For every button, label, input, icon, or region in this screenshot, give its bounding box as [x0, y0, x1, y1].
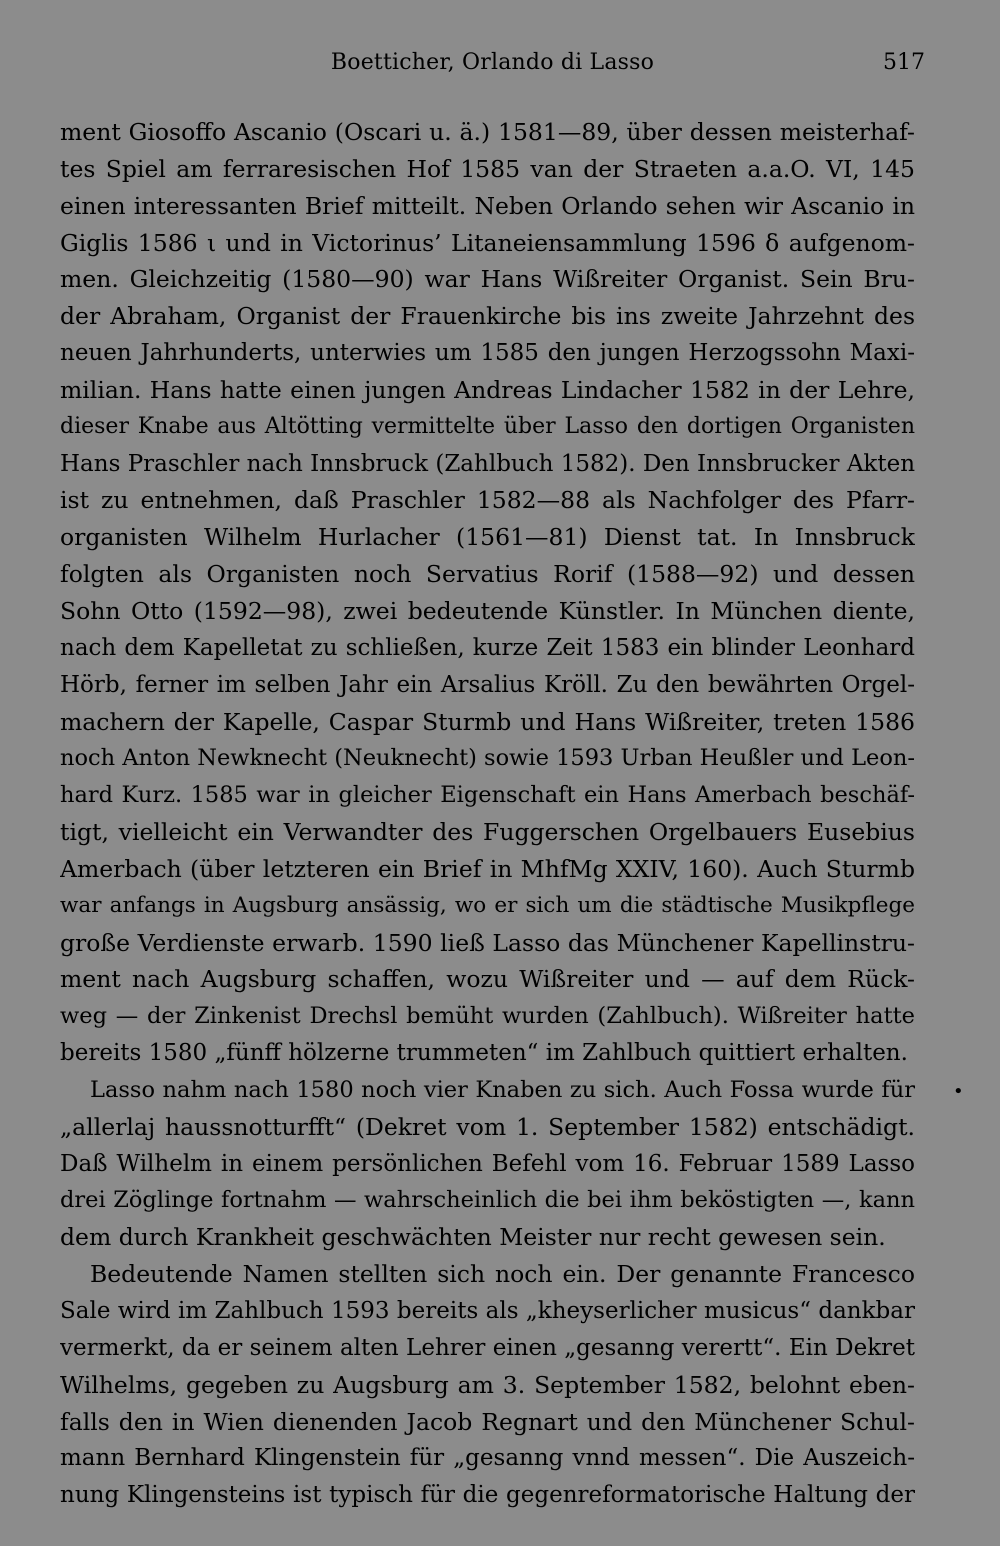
text-line: ment nach Augsburg schaffen, wozu Wißreiter und — auf dem Rück-	[60, 965, 915, 994]
text-line: ist zu entnehmen, daß Praschler 1582—88 als Nachfolger des Pfarr-	[60, 486, 915, 515]
running-head-title: Boetticher, Orlando di Lasso	[330, 50, 655, 75]
text-line: machern der Kapelle, Caspar Sturmb und Hans Wißreiter, treten 1586	[60, 707, 915, 736]
running-head	[60, 50, 925, 90]
text-line: bereits 1580 „fünff hölzerne trummeten“ im Zahlbuch quittiert erhalten.	[60, 1040, 908, 1067]
text-line: war anfangs in Augsburg ansässig, wo er sich um die städtische Musikpflege	[60, 892, 915, 918]
text-line: tigt, vielleicht ein Verwandter des Fuggerschen Orgelbauers Eusebius	[60, 818, 915, 847]
text-line: dieser Knabe aus Altötting vermittelte über Lasso den dortigen Organisten	[60, 413, 915, 439]
page-number: 517	[883, 50, 925, 75]
text-line: Sale wird im Zahlbuch 1593 bereits als „kheyserlicher musicus“ dankbar	[60, 1298, 915, 1324]
text-line: weg — der Zinkenist Drechsl bemüht wurden (Zahlbuch). Wißreiter hatte	[60, 1003, 915, 1030]
text-line: hard Kurz. 1585 war in gleicher Eigenschaft ein Hans Amerbach beschäf-	[60, 782, 915, 809]
text-line: „allerlaj haussnotturfft“ (Dekret vom 1. September 1582) entschädigt.	[60, 1112, 915, 1141]
text-line: Daß Wilhelm in einem persönlichen Befehl vom 16. Februar 1589 Lasso	[60, 1150, 915, 1177]
text-line: Bedeutende Namen stellten sich noch ein. Der genannte Francesco	[90, 1260, 915, 1289]
text-line: tes Spiel am ferraresischen Hof 1585 van der Straeten a.a.O. VI, 145	[60, 154, 915, 183]
text-line: Giglis 1586 ι und in Victorinus’ Litaneiensammlung 1596 δ aufgenom-	[60, 228, 915, 257]
text-line: Sohn Otto (1592—98), zwei bedeutende Künstler. In München diente,	[60, 596, 915, 625]
text-line: men. Gleichzeitig (1580—90) war Hans Wißreiter Organist. Sein Bru-	[60, 265, 915, 294]
text-line: mann Bernhard Klingenstein für „gesanng vnnd messen“. Die Auszeich-	[60, 1445, 915, 1472]
text-line: einen interessanten Brief mitteilt. Neben Orlando sehen wir Ascanio in	[60, 191, 915, 220]
text-line: vermerkt, da er seinem alten Lehrer einen „gesanng verertt“. Ein Dekret	[60, 1334, 915, 1361]
text-line: Hörb, ferner im selben Jahr ein Arsalius Kröll. Zu den bewährten Orgel-	[60, 671, 915, 698]
text-line: dem durch Krankheit geschwächten Meister nur recht gewesen sein.	[60, 1223, 886, 1252]
text-line: organisten Wilhelm Hurlacher (1561—81) Dienst tat. In Innsbruck	[60, 523, 915, 552]
text-line: Amerbach (über letzteren ein Brief in MhfMg XXIV, 160). Auch Sturmb	[60, 854, 915, 883]
margin-mark: •	[953, 1081, 964, 1102]
text-line: Wilhelms, gegeben zu Augsburg am 3. September 1582, belohnt eben-	[60, 1370, 915, 1399]
text-line: falls den in Wien dienenden Jacob Regnart und den Münchener Schul-	[60, 1407, 915, 1436]
text-line: Hans Praschler nach Innsbruck (Zahlbuch 1582). Den Innsbrucker Akten	[60, 450, 915, 477]
text-line: folgten als Organisten noch Servatius Rorif (1588—92) und dessen	[60, 560, 915, 589]
text-line: drei Zöglinge fortnahm — wahrscheinlich die bei ihm beköstigten —, kann	[60, 1187, 915, 1214]
text-line: milian. Hans hatte einen jungen Andreas Lindacher 1582 in der Lehre,	[60, 375, 915, 404]
text-line: große Verdienste erwarb. 1590 ließ Lasso das Münchener Kapellinstru-	[60, 928, 915, 957]
text-line: der Abraham, Organist der Frauenkirche bis ins zweite Jahrzehnt des	[60, 302, 915, 331]
text-line: nung Klingensteins ist typisch für die gegenreformatorische Haltung der	[60, 1482, 915, 1509]
text-line: ment Giosoffo Ascanio (Oscari u. ä.) 1581—89, über dessen meisterhaf-	[60, 118, 915, 146]
text-line: noch Anton Newknecht (Neuknecht) sowie 1593 Urban Heußler und Leon-	[60, 745, 915, 772]
text-line: nach dem Kapelletat zu schließen, kurze Zeit 1583 ein blinder Leonhard	[60, 634, 915, 661]
text-line: neuen Jahrhunderts, unterwies um 1585 den jungen Herzogssohn Maxi-	[60, 340, 915, 367]
body-text	[60, 114, 915, 1514]
text-line: Lasso nahm nach 1580 noch vier Knaben zu sich. Auch Fossa wurde für	[90, 1076, 915, 1103]
